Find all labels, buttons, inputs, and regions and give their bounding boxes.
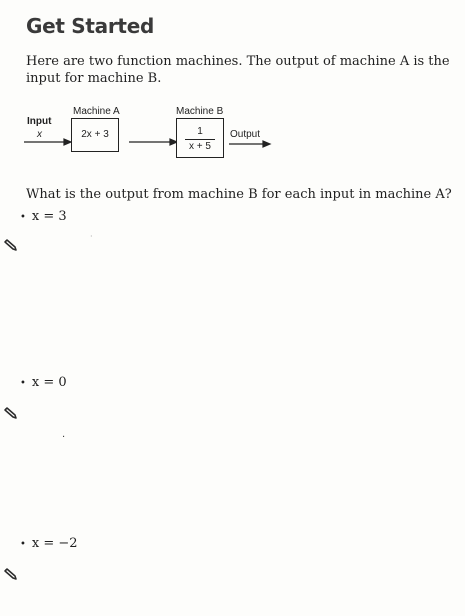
case-item-3 (20, 536, 78, 551)
machine-b-numerator: 1 (197, 126, 203, 137)
machine-b-denominator: x + 5 (189, 141, 211, 152)
bullet-icon: • (20, 539, 26, 550)
machine-a-expression: 2x + 3 (81, 129, 109, 140)
case-item-2 (20, 375, 67, 390)
machine-b-box (176, 118, 224, 158)
machine-a-box (71, 118, 119, 152)
question-text: What is the output from machine B for each input in machine A? (26, 187, 452, 202)
case-label: x = −2 (31, 536, 78, 551)
pencil-icon[interactable] (4, 236, 20, 252)
input-variable: x (37, 129, 42, 140)
scan-speck: · (90, 232, 93, 241)
intro-text: Here are two function machines. The output of machine A is the input for machine B. (26, 54, 450, 86)
output-arrow-head (263, 141, 270, 147)
fraction-bar (185, 139, 215, 140)
bullet-icon: • (20, 212, 26, 223)
pencil-icon[interactable] (4, 565, 20, 581)
input-arrow-head (64, 139, 71, 145)
section-heading: Get Started (26, 14, 154, 38)
machine-b-label: Machine B (176, 106, 224, 117)
scan-speck: · (62, 432, 66, 443)
machine-a-label: Machine A (73, 106, 120, 117)
function-machine-diagram (0, 100, 465, 170)
case-label: x = 0 (31, 375, 67, 390)
case-item-1 (20, 209, 67, 224)
input-label: Input (27, 116, 52, 127)
pencil-icon[interactable] (4, 404, 20, 420)
bullet-icon: • (20, 378, 26, 389)
case-label: x = 3 (31, 209, 67, 224)
output-label: Output (230, 129, 261, 140)
